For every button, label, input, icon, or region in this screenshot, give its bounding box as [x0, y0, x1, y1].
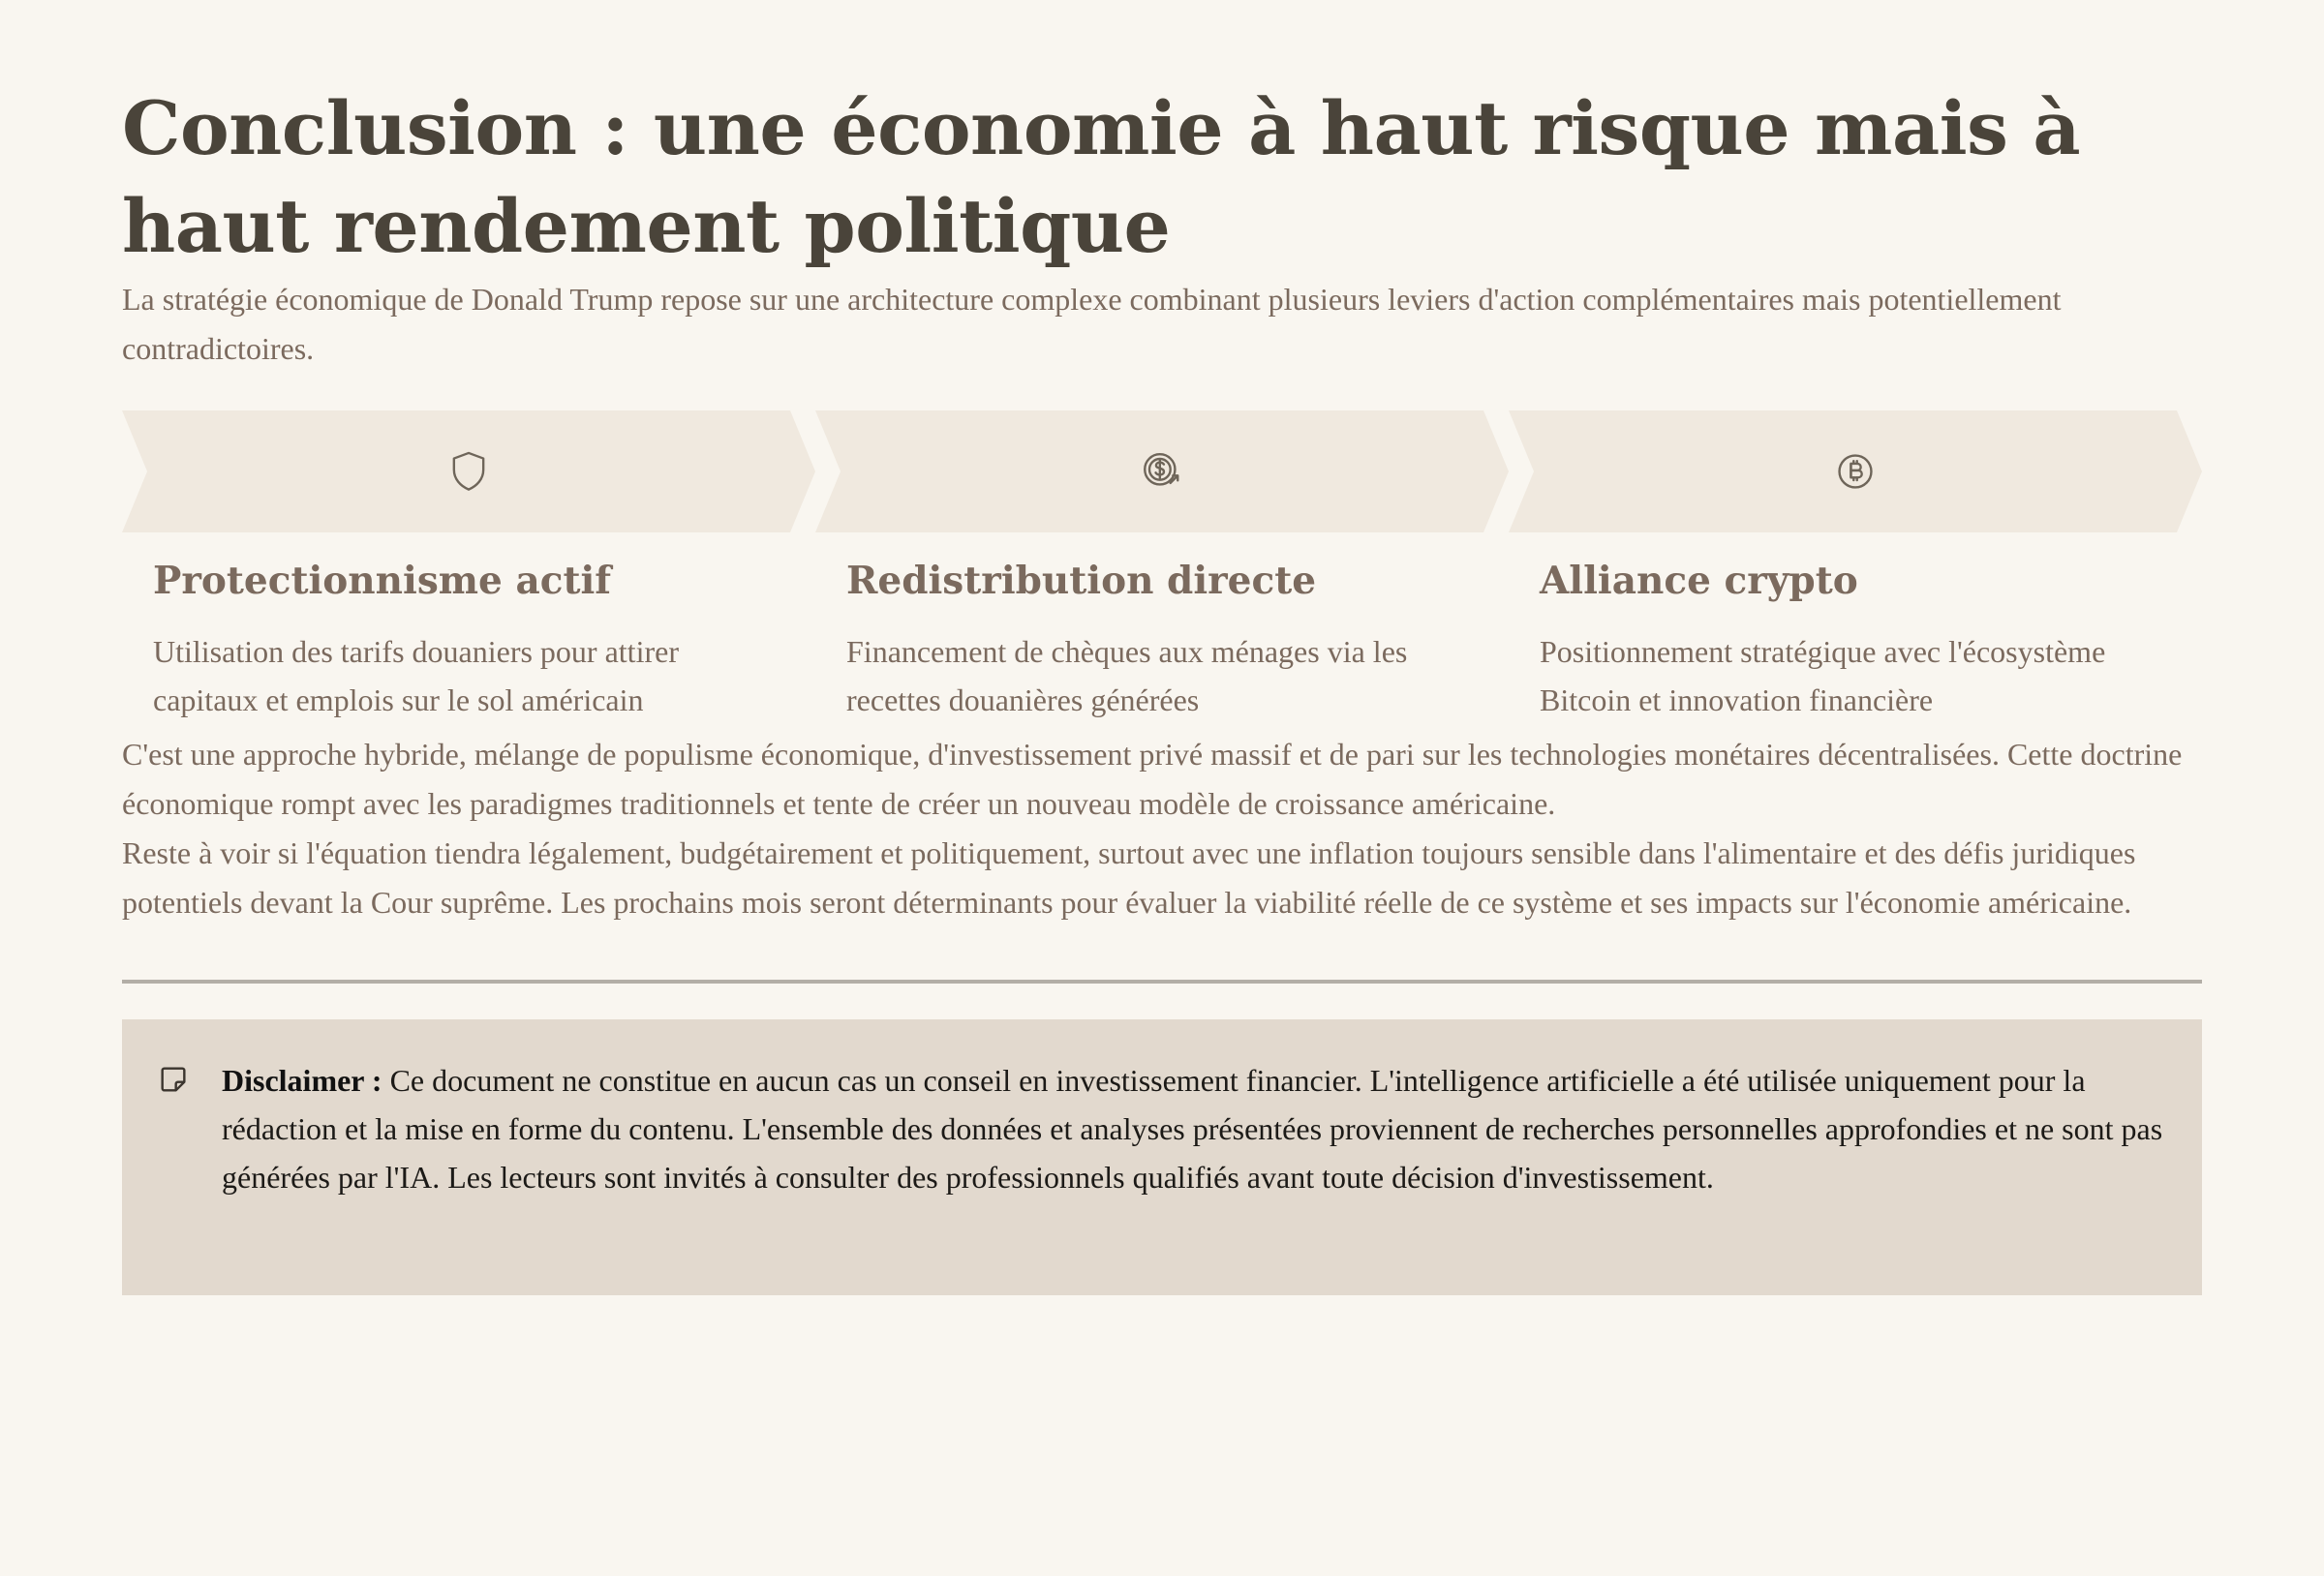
strategy-steps	[122, 410, 2202, 730]
intro-paragraph: La stratégie économique de Donald Trump repose sur une architecture complexe combinant plusieurs leviers d'action complémentaires mais potentiellement contradictoires.	[122, 282, 2062, 366]
step-chevron	[122, 410, 815, 532]
disclaimer-text	[222, 1056, 2163, 1201]
disclaimer-body: Ce document ne constitue en aucun cas un conseil en investissement financier. L'intelligence artificielle a été utilisée uniquement pour la rédaction et la mise en forme du contenu. L'ensemble des données et analyses présentées proviennent de recherches personnelles approfondies et ne sont pas générées par l'IA. Les lecteurs sont invités à consulter des professionnels qualifiés avant toute décision d'investissement.	[222, 1063, 2163, 1195]
step-description: Positionnement stratégique avec l'écosystème Bitcoin et innovation financière	[1540, 634, 2106, 717]
shield-icon	[443, 446, 494, 497]
step-title: Alliance crypto	[1540, 559, 1858, 603]
sticky-note-icon	[158, 1064, 189, 1095]
disclaimer-label: Disclaimer :	[222, 1063, 382, 1098]
bitcoin-icon	[1830, 446, 1881, 497]
dollar-coin-icon	[1137, 446, 1187, 497]
step-chevron	[1509, 410, 2202, 532]
outlook-paragraph: Reste à voir si l'équation tiendra légalement, budgétairement et politiquement, surtout avec une inflation toujours sensible dans l'alimentaire et des défis juridiques potentiels devant la Cour suprême. Les prochains mois seront déterminants pour évaluer la viabilité réelle de ce système et ses impacts sur l'économie américaine.	[122, 835, 2136, 920]
step-description: Utilisation des tarifs douaniers pour attirer capitaux et emplois sur le sol américain	[153, 634, 679, 717]
step-chevron	[815, 410, 1509, 532]
page-title: Conclusion : une économie à haut risque mais à haut rendement politique	[122, 85, 2081, 269]
step-title: Protectionnisme actif	[153, 559, 612, 603]
step-description: Financement de chèques aux ménages via les recettes douanières générées	[846, 634, 1408, 717]
disclaimer-box	[122, 1019, 2202, 1295]
section-divider	[122, 980, 2202, 984]
summary-paragraph: C'est une approche hybride, mélange de populisme économique, d'investissement privé massif et de pari sur les technologies monétaires décentralisées. Cette doctrine économique rompt avec les paradigmes traditionnels et tente de créer un nouveau modèle de croissance américaine.	[122, 737, 2183, 821]
step-title: Redistribution directe	[846, 559, 1317, 603]
